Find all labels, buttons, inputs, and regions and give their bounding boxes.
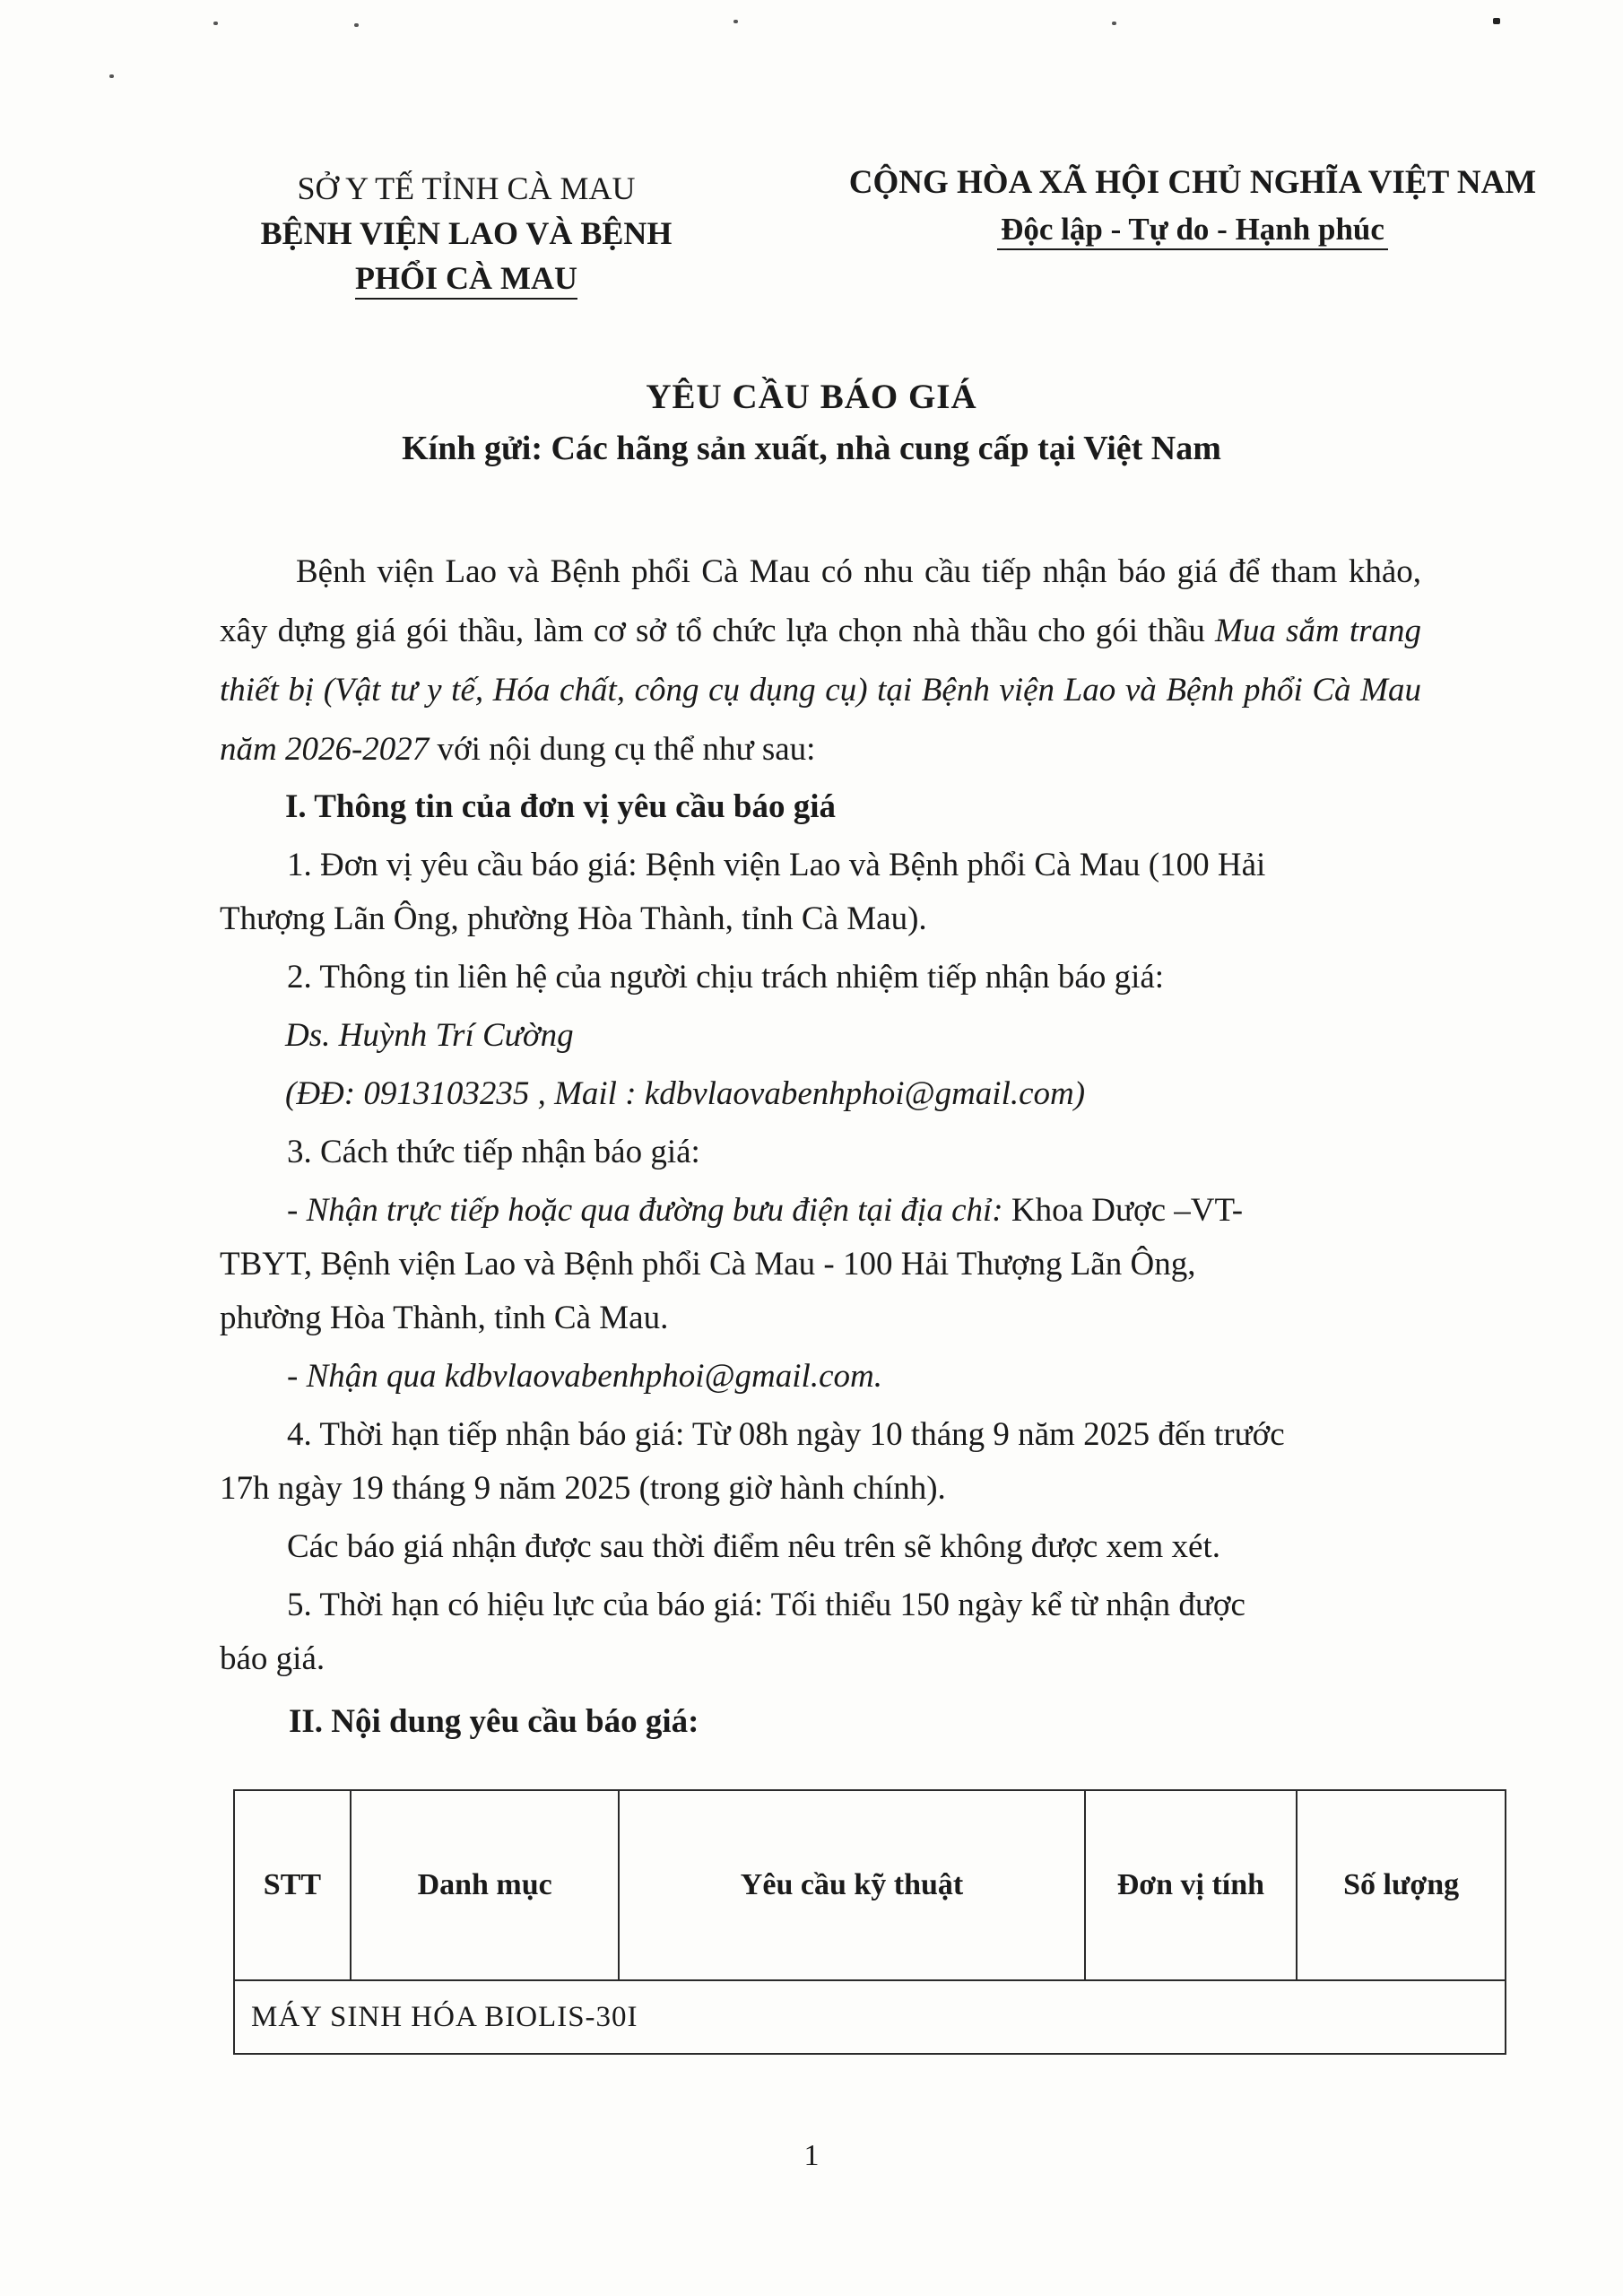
- item-1-line-2: Thượng Lãn Ông, phường Hòa Thành, tỉnh Cà Mau).: [220, 900, 927, 937]
- scan-speck: [109, 74, 114, 78]
- scan-speck: [1493, 18, 1500, 24]
- col-header-unit: Đơn vị tính: [1085, 1790, 1298, 1980]
- section-1-heading: I. Thông tin của đơn vị yêu cầu báo giá: [285, 788, 837, 825]
- table-row: [234, 1980, 1506, 2054]
- scan-speck: [1112, 22, 1116, 25]
- addressee: Kính gửi: Các hãng sản xuất, nhà cung cấp tại Việt Nam: [402, 430, 1221, 467]
- method-1-text: Khoa Dược –VT-: [1002, 1192, 1244, 1229]
- item-2: 2. Thông tin liên hệ của người chịu trách nhiệm tiếp nhận báo giá:: [287, 959, 1165, 996]
- quotation-request-table: [233, 1789, 1506, 2055]
- item-5-line-1: 5. Thời hạn có hiệu lực của báo giá: Tối thiểu 150 ngày kể từ nhận được: [287, 1587, 1245, 1623]
- col-header-stt: STT: [234, 1790, 351, 1980]
- scan-speck: [354, 23, 359, 27]
- col-header-category: Danh mục: [351, 1790, 620, 1980]
- item-3: 3. Cách thức tiếp nhận báo giá:: [287, 1134, 700, 1170]
- document-title: YÊU CẦU BÁO GIÁ: [646, 378, 977, 416]
- method-1-line-2: TBYT, Bệnh viện Lao và Bệnh phổi Cà Mau - 100 Hải Thượng Lãn Ông,: [220, 1246, 1196, 1283]
- department-name: SỞ Y TẾ TỈNH CÀ MAU: [297, 170, 636, 206]
- table-header-row: [234, 1790, 1506, 1980]
- col-header-technical-requirements: Yêu cầu kỹ thuật: [619, 1790, 1084, 1980]
- item-5-line-2: báo giá.: [220, 1640, 325, 1677]
- national-motto: Độc lập - Tự do - Hạnh phúc: [997, 212, 1388, 250]
- method-1-line-1: [287, 1191, 1243, 1230]
- issuing-agency: [197, 166, 735, 300]
- col-header-quantity: Số lượng: [1297, 1790, 1506, 1980]
- hospital-name-line2: PHỔI CÀ MAU: [355, 260, 577, 300]
- intro-paragraph: [220, 543, 1421, 779]
- item-4-note: Các báo giá nhận được sau thời điểm nêu trên sẽ không được xem xét.: [287, 1528, 1221, 1565]
- scan-speck: [213, 22, 218, 25]
- page-number: 1: [803, 2139, 820, 2172]
- item-1-line-1: 1. Đơn vị yêu cầu báo giá: Bệnh viện Lao và Bệnh phổi Cà Mau (100 Hải: [287, 847, 1266, 883]
- intro-text-1: Bệnh viện Lao và Bệnh phổi Cà Mau có nhu cầu tiếp nhận báo giá để tham khảo, xây dựng giá gói thầu, làm cơ sở tổ chức lựa chọn nhà thầu cho gói thầu: [220, 553, 1421, 649]
- section-2-heading: II. Nội dung yêu cầu báo giá:: [289, 1703, 699, 1740]
- national-header: [789, 160, 1596, 253]
- method-2: - Nhận qua kdbvlaovabenhphoi@gmail.com.: [287, 1358, 882, 1395]
- hospital-name-line1: BỆNH VIỆN LAO VÀ BỆNH: [260, 215, 673, 251]
- method-1-label: - Nhận trực tiếp hoặc qua đường bưu điện tại địa chỉ:: [287, 1192, 1003, 1229]
- nation-name: CỘNG HÒA XÃ HỘI CHỦ NGHĨA VIỆT NAM: [848, 164, 1537, 201]
- scan-speck: [733, 20, 738, 23]
- group-row-label: MÁY SINH HÓA BIOLIS-30I: [234, 1980, 1506, 2054]
- item-4-line-1: 4. Thời hạn tiếp nhận báo giá: Từ 08h ngày 10 tháng 9 năm 2025 đến trước: [287, 1416, 1285, 1453]
- contact-info: (ĐĐ: 0913103235 , Mail : kdbvlaovabenhphoi@gmail.com): [285, 1075, 1086, 1112]
- intro-text-2: với nội dung cụ thể như sau:: [429, 731, 816, 768]
- method-1-line-3: phường Hòa Thành, tỉnh Cà Mau.: [220, 1300, 669, 1336]
- package-name: Mua sắm trang thiết bị (Vật tư y tế, Hóa chất, công cụ dụng cụ) tại Bệnh viện Lao và Bệnh phổi Cà Mau năm 2026-2027: [220, 613, 1421, 768]
- contact-name: Ds. Huỳnh Trí Cường: [285, 1017, 574, 1054]
- item-4-line-2: 17h ngày 19 tháng 9 năm 2025 (trong giờ hành chính).: [220, 1470, 946, 1507]
